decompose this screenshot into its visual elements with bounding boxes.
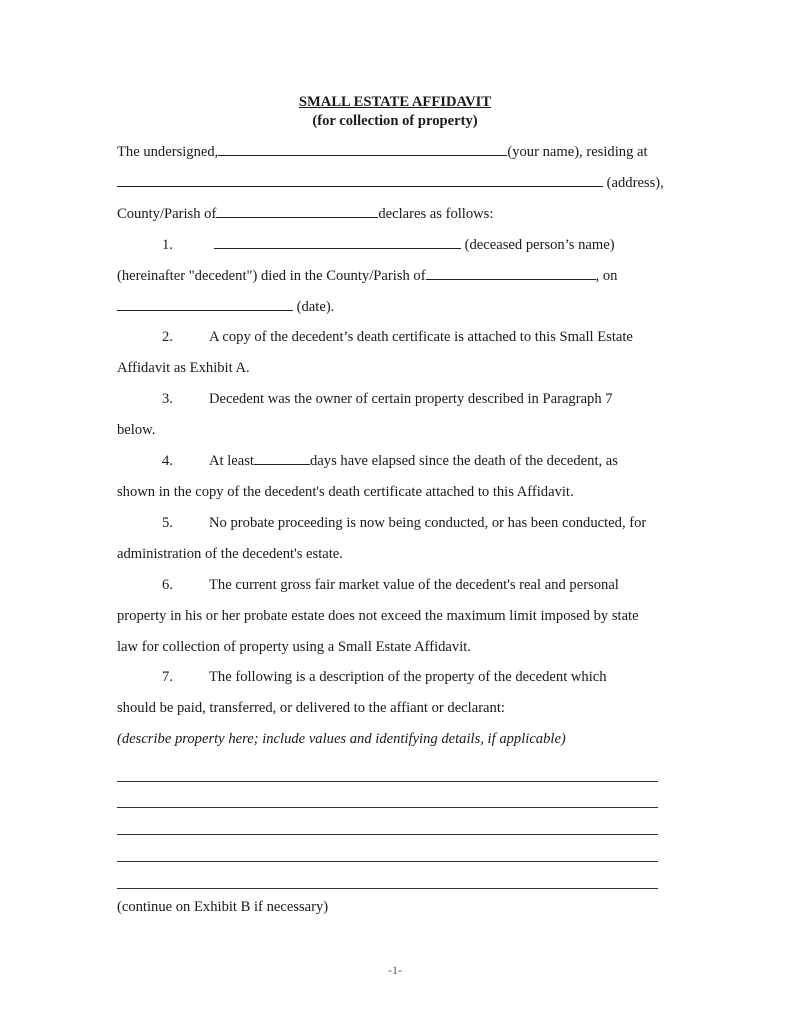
para-2-number: 2.: [162, 329, 173, 345]
para-4-line-2: shown in the copy of the decedent's death certificate attached to this Affidavit.: [117, 484, 574, 500]
para-3-line-1: Decedent was the owner of certain property described in Paragraph 7: [209, 391, 613, 407]
para-5-line-1: No probate proceeding is now being conducted, or has been conducted, for: [209, 515, 647, 531]
property-line-3[interactable]: [117, 834, 658, 835]
para-6-line-1: The current gross fair market value of the decedent's real and personal: [209, 577, 619, 593]
para-2-line-1: A copy of the decedent’s death certificate is attached to this Small Estate: [209, 329, 633, 345]
para-4-number: 4.: [162, 453, 173, 469]
intro-line-1: The undersigned, (your name), residing at: [117, 144, 648, 160]
address-field[interactable]: [117, 174, 603, 187]
continue-note: (continue on Exhibit B if necessary): [117, 899, 329, 915]
days-elapsed-field[interactable]: [254, 452, 310, 465]
para-7-number: 7.: [162, 669, 173, 685]
death-county-field[interactable]: [426, 267, 596, 280]
death-date-field[interactable]: [117, 298, 293, 311]
property-instructions: (describe property here; include values and identifying details, if applicable): [117, 731, 566, 747]
para-6-line-2: property in his or her probate estate does not exceed the maximum limit imposed by state: [117, 608, 639, 624]
document-subtitle: (for collection of property): [312, 113, 478, 129]
para-3-number: 3.: [162, 391, 173, 407]
para-2-line-2: Affidavit as Exhibit A.: [117, 360, 250, 376]
county-parish-field[interactable]: [216, 205, 378, 218]
para-5-line-2: administration of the decedent's estate.: [117, 546, 343, 562]
para-1-line-2: (hereinafter "decedent") died in the County/Parish of , on: [117, 268, 618, 284]
para-4-line-1: At least days have elapsed since the death of the decedent, as: [209, 453, 618, 469]
page-number: -1-: [388, 963, 402, 977]
para-1-line-3: (date).: [117, 298, 334, 316]
property-line-1[interactable]: [117, 781, 658, 782]
intro-line-3: County/Parish of declares as follows:: [117, 206, 494, 222]
your-name-field[interactable]: [218, 143, 507, 156]
intro-line-2: (address),: [117, 174, 664, 192]
property-line-4[interactable]: [117, 861, 658, 862]
deceased-name-field[interactable]: [214, 236, 461, 249]
para-7-line-2: should be paid, transferred, or delivered to the affiant or declarant:: [117, 700, 505, 716]
para-1-number: 1.: [162, 237, 173, 253]
para-6-line-3: law for collection of property using a Small Estate Affidavit.: [117, 639, 471, 655]
para-3-line-2: below.: [117, 422, 156, 438]
para-5-number: 5.: [162, 515, 173, 531]
para-6-number: 6.: [162, 577, 173, 593]
document-title: SMALL ESTATE AFFIDAVIT: [298, 94, 492, 110]
para-7-line-1: The following is a description of the property of the decedent which: [209, 669, 607, 685]
property-line-5[interactable]: [117, 888, 658, 889]
para-1-line-1: (deceased person’s name): [214, 236, 615, 254]
property-line-2[interactable]: [117, 807, 658, 808]
